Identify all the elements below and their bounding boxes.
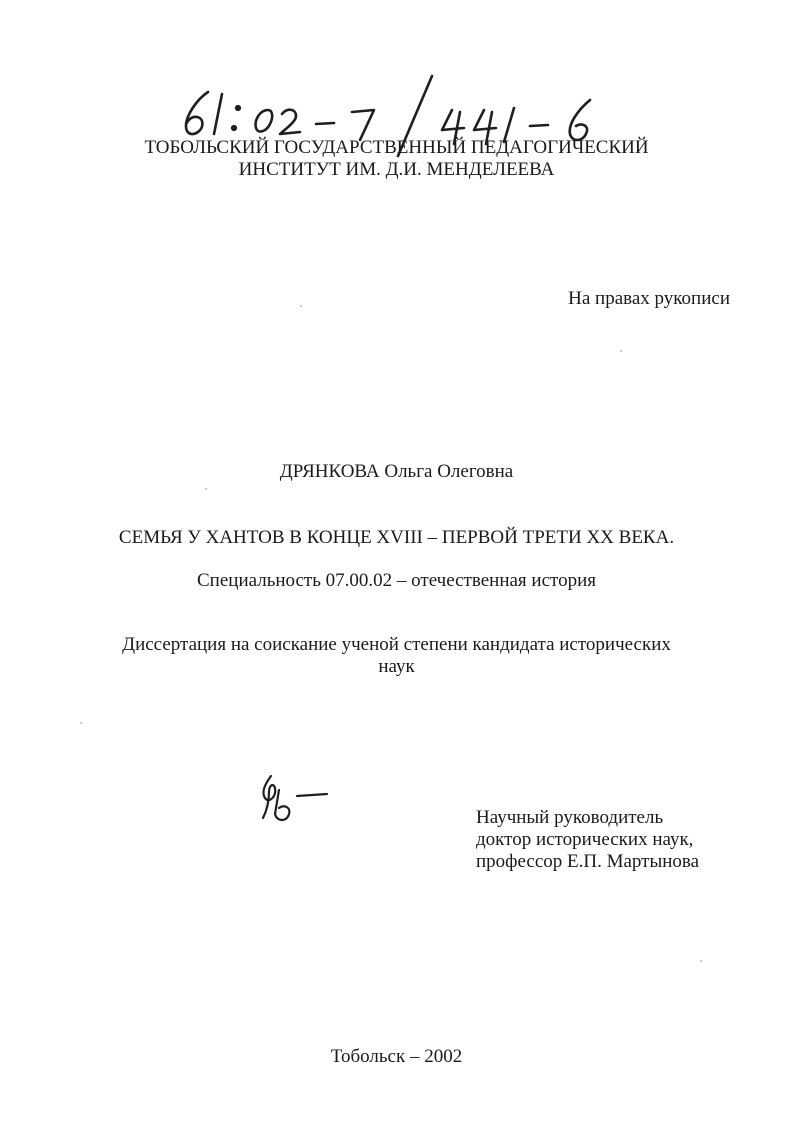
supervisor-line-1: Научный руководитель xyxy=(476,807,664,828)
institution-line-2: ИНСТИТУТ ИМ. Д.И. МЕНДЕЛЕЕВА xyxy=(238,159,555,180)
supervisor-line-2: доктор исторических наук, xyxy=(476,829,694,850)
specialty: Специальность 07.00.02 – отечественная история xyxy=(197,570,596,591)
scan-speck xyxy=(700,960,702,962)
degree-line-1: Диссертация на соискание ученой степени кандидата исторических xyxy=(122,634,671,655)
institution-line-1: ТОБОЛЬСКИЙ ГОСУДАРСТВЕННЫЙ ПЕДАГОГИЧЕСКИЙ xyxy=(144,137,649,158)
scan-speck xyxy=(205,488,207,490)
supervisor-line-3: профессор Е.П. Мартынова xyxy=(476,851,700,872)
manuscript-note: На правах рукописи xyxy=(568,288,730,309)
author-name: ДРЯНКОВА Ольга Олеговна xyxy=(279,461,514,482)
degree-line-2: наук xyxy=(378,656,415,677)
scan-speck xyxy=(300,305,302,307)
dissertation-title: СЕМЬЯ У ХАНТОВ В КОНЦЕ XVIII – ПЕРВОЙ ТРЕТИ XX ВЕКА. xyxy=(118,527,675,548)
scan-speck xyxy=(80,722,82,724)
scan-speck xyxy=(620,350,622,352)
signature-handwriting xyxy=(255,770,335,830)
footer-city-year: Тобольск – 2002 xyxy=(330,1046,463,1067)
